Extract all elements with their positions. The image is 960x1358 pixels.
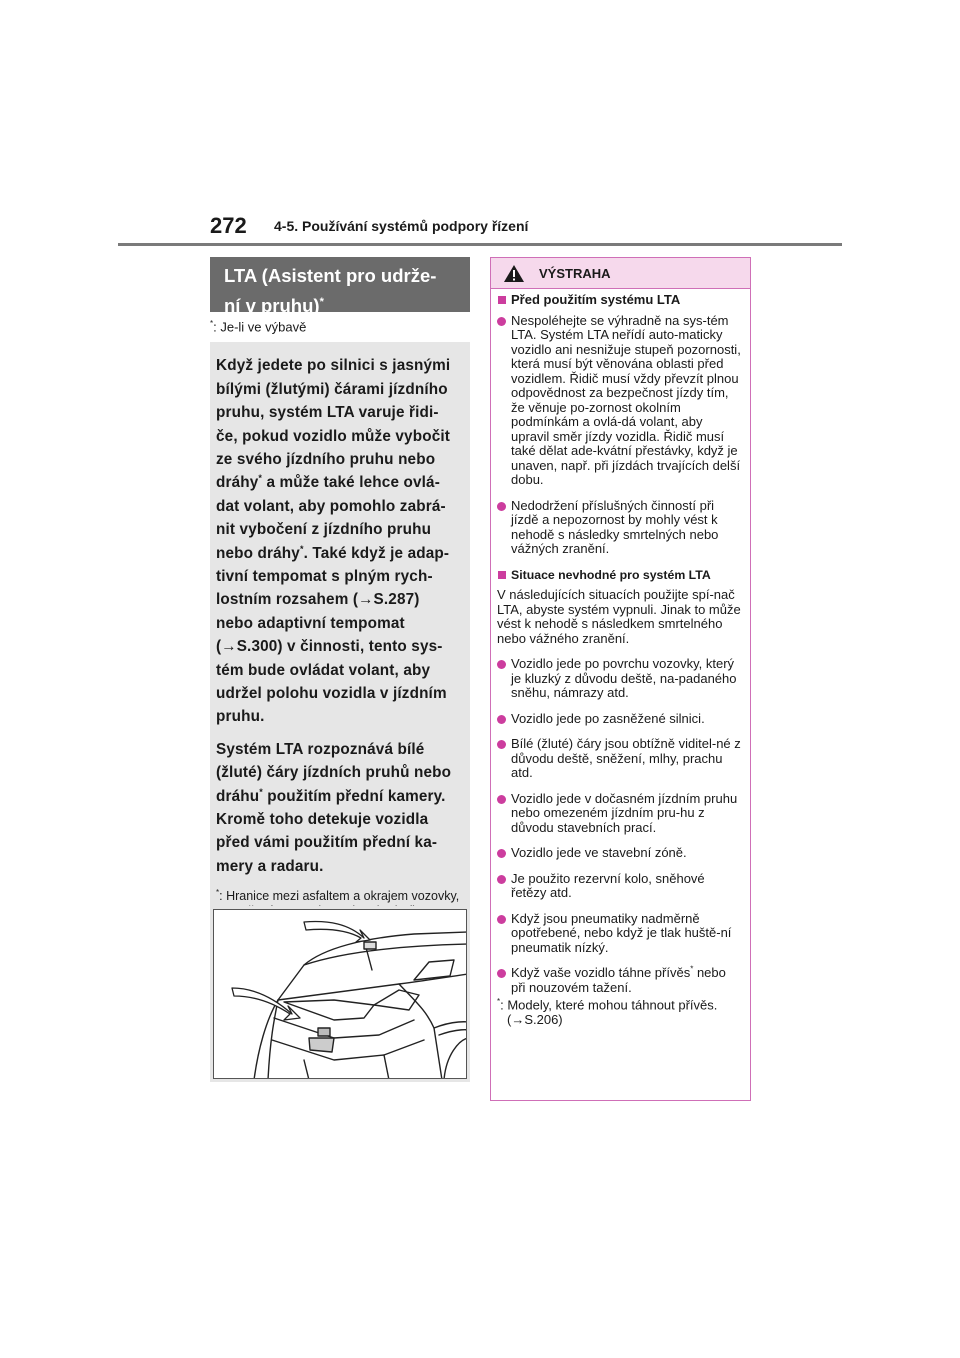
trailer-mark: * (690, 964, 694, 974)
car-illustration (213, 909, 467, 1079)
page-number: 272 (210, 213, 247, 238)
section-title-line1: LTA (Asistent pro udrže- (224, 265, 437, 286)
warning-heading-1: Před použitím systému LTA (497, 293, 742, 308)
list-item-trailer (497, 966, 742, 995)
intro-paragraph-2 (216, 738, 460, 878)
trailer-text-a: Když vaše vozidlo táhne přívěs (511, 965, 691, 980)
intro-p1-part-c: . Také když je adap-tivní tempomat s plným rych-lostním rozsahem (→S.287) nebo adaptivní tempomat (→S.300) v činnosti, tento sys-tém bude ovládat volant, aby udržel polohu vozidla v jízdním pruhu. (216, 544, 450, 726)
intro-p2-part-b: použitím přední kamery. Kromě toho detekuje vozidla před vámi použitím přední ka-mery a radaru. (216, 787, 446, 875)
intro-p1-mark-2: * (299, 543, 304, 554)
section-title-mark: * (319, 296, 324, 308)
chapter-title: 4-5. Používání systémů podpory řízení (274, 218, 529, 234)
intro-footnote-text: : Hranice mezi asfaltem a okrajem vozovky, (219, 889, 460, 904)
section-title-line2: ní v pruhu) (224, 295, 320, 317)
intro-p2-mark: * (259, 786, 263, 797)
warning-body (491, 289, 750, 1027)
availability-footnote-text: : Je-li ve výbavě (213, 319, 307, 335)
list-item: Vozidlo jede po zasněžené silnici. (497, 712, 742, 727)
list-item: Nedodržení příslušných činností při jízdě a nepozornost by mohly vést k nehodě s následky smrtelných nebo vážných zranění. (497, 499, 742, 557)
warning-box (490, 257, 751, 1101)
warning-title: VÝSTRAHA (539, 266, 611, 281)
trailer-text-b: nebo při nouzovém tažení. (511, 965, 726, 995)
left-column (210, 257, 470, 933)
list-item: Vozidlo jede ve stavební zóně. (497, 846, 742, 861)
header-divider (118, 243, 842, 246)
availability-footnote-mark: * (210, 319, 214, 328)
list-item: Když jsou pneumatiky nadměrně opotřebené, nebo když je tlak huště-ní pneumatik nízký. (497, 912, 742, 956)
intro-footnote-mark: * (216, 888, 220, 898)
warning-heading-2: Situace nevhodné pro systém LTA (497, 568, 742, 583)
warning-triangle-icon (503, 264, 525, 288)
car-front-drawing (214, 910, 467, 1079)
trailer-footnote (497, 995, 742, 1027)
intro-p1-part-a: Když jedete po silnici s jasnými bílými (žlutými) čárami jízdního pruhu, systém LTA varuje řidi-če, pokud vozidlo může vybočit ze svého jízdního pruhu nebo dráhy (216, 357, 451, 492)
list-item: Vozidlo jede v dočasném jízdním pruhu nebo omezeném jízdním pru-hu z důvodu stavebních prací. (497, 792, 742, 836)
intro-p1-part-b: a může také lehce ovlá-dat volant, aby pomohlo zabrá-nit vybočení z jízdního pruhu nebo dráhy (216, 474, 446, 562)
warning-header (491, 258, 750, 289)
trailer-footnote-mark: * (497, 997, 501, 1006)
trailer-footnote-text: : Modely, které mohou táhnout přívěs. (→S.206) (500, 997, 718, 1027)
intro-paragraph-1 (216, 354, 460, 729)
warning-paragraph: V následujících situacích použijte spí-nač LTA, abyste systém vypnuli. Jinak to může vést k nehodě s následkem smrtelného nebo vážného zranění. (497, 587, 741, 646)
intro-p2-part-a: Systém LTA rozpoznává bílé (žluté) čáry jízdních pruhů nebo dráhu (216, 740, 452, 805)
section-title-band (210, 257, 470, 317)
list-item: Je použito rezervní kolo, sněhové řetězy atd. (497, 872, 742, 901)
list-item: Bílé (žluté) čáry jsou obtížně viditel-né z důvodu deště, sněžení, mlhy, prachu atd. (497, 737, 742, 781)
illustration-frame (210, 906, 470, 1082)
list-item: Nespoléhejte se výhradně na sys-tém LTA. Systém LTA neřídí auto-maticky vozidlo ani nesnižuje stupeň pozornosti, která musí být věnována oblasti před vozidlem. Řidič musí vždy převzít plnou odpovědnost za bezpečnost jízdy tím, že věnuje po-zornost okolním podmínkám a ovlá-dá volant, aby upravil směr jízdy vozidla. Řidič musí také dělat ade-kvátní přestávky, když je unaven, např. při jízdách trvajících delší dobu. (497, 314, 742, 488)
intro-p1-mark-1: * (258, 473, 263, 484)
list-item: Vozidlo jede po povrchu vozovky, který je kluzký z důvodu deště, na-padaného sněhu, námrazy atd. (497, 657, 742, 701)
intro-box (210, 342, 470, 932)
availability-footnote (210, 319, 470, 334)
